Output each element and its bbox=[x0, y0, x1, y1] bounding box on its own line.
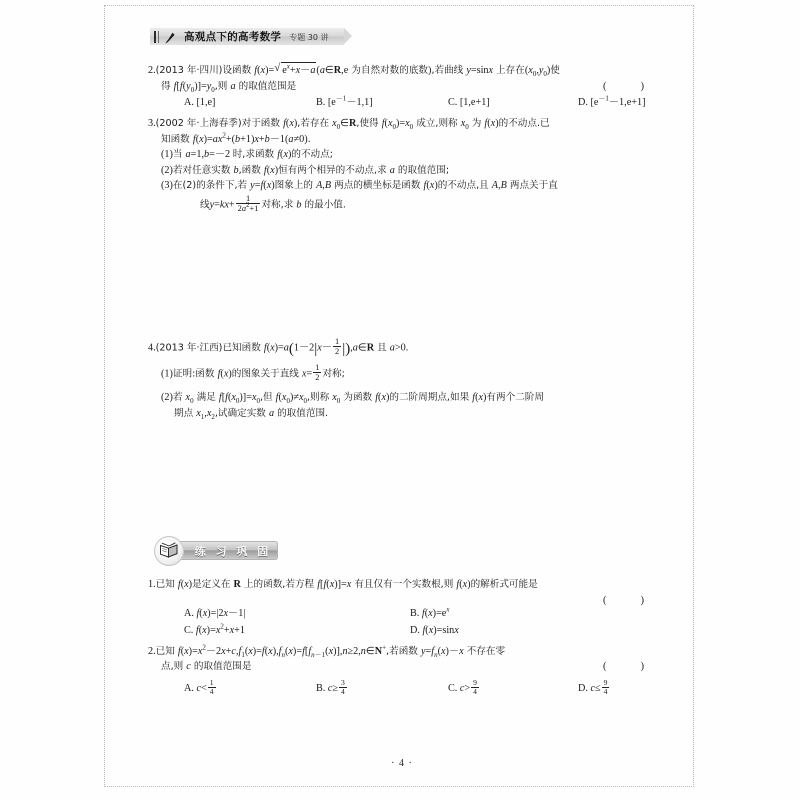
content-area bbox=[148, 28, 656, 768]
q2-option-a[interactable]: A. [1,e] bbox=[184, 97, 216, 108]
q2-sqrt: √ $e^x+x-a$ bbox=[274, 62, 316, 79]
q4-fraction-half-2: $\frac{1}{2}$ bbox=[315, 362, 320, 382]
p1-option-a[interactable]: A. f(x)=|2x－1| bbox=[184, 607, 246, 619]
q3-part-1: (1)当 a=1,b=－2 时,求函数 f(x)的不动点; bbox=[161, 149, 333, 160]
running-head-subtitle: 专题 30 讲 bbox=[289, 32, 329, 42]
q3-part-2: (2)若对任意实数 b,函数 f(x)恒有两个相异的不动点,求 a 的取值范围; bbox=[161, 164, 450, 176]
q4-line-1: 4.(2013 年·江西)已知函数 f(x)=a(1－2|x－ $\frac{1}{2}$ |),a∈R 且 a>0. bbox=[148, 336, 409, 357]
practice-problem-p2 bbox=[148, 644, 656, 701]
q3-fraction: $\frac{1}{2a^2+1}$ bbox=[237, 193, 259, 213]
q3-source: (2002 年·上海春季) bbox=[155, 118, 242, 129]
p2-answer-parens: ( ) bbox=[603, 661, 656, 673]
q2-answer-parens: ( ) bbox=[603, 80, 656, 92]
q4-part-2-line-1: (2)若 $x_0$ 满足 $f[f(x_0)]=x_0$,但 $f(x_0)\ne x_0$,则称 $x_0$ 为函数 f(x)的二阶周期点,如果 f(x)有两个二阶周 bbox=[161, 392, 544, 406]
q2-source: (2013 年·四川) bbox=[155, 65, 223, 76]
q2-line-2: 得 $f[f(y_0)]=y_0$,则 a 的取值范围是 ( ) bbox=[161, 80, 656, 94]
practice-section-header bbox=[148, 539, 656, 565]
p1-option-c[interactable]: C. $f(x)=x^2+x+1$ bbox=[184, 622, 245, 636]
p1-option-b[interactable]: B. $f(x)=e^x$ bbox=[410, 605, 450, 619]
q2-option-c[interactable]: C. [1,e+1] bbox=[448, 97, 490, 108]
p1-answer-parens: ( ) bbox=[603, 594, 656, 606]
q2-option-d[interactable]: D. $[e^{-1}-1,e+1]$ bbox=[578, 94, 646, 108]
running-head-bars-icon bbox=[154, 31, 159, 43]
practice-problem-p1 bbox=[148, 577, 656, 640]
p1-number: 1. bbox=[148, 579, 156, 591]
brush-pen-icon bbox=[165, 31, 176, 43]
p2-option-c[interactable]: C. c> $\frac{9}{4}$ bbox=[448, 677, 477, 696]
q3-line-1: 3.(2002 年·上海春季)对于函数 f(x),若存在 $x_0\in R$,使得 $f(x_0)=x_0$ 成立,则称 $x_0$ 为 f(x)的不动点.已 bbox=[148, 118, 550, 132]
problem-q3 bbox=[148, 116, 656, 215]
p2-option-b[interactable]: B. c≥ $\frac{3}{4}$ bbox=[316, 677, 345, 696]
q4-source: (2013 年·江西) bbox=[155, 342, 223, 354]
q3-part-3-line-2: 线y=kx+ $\frac{1}{2a^2+1}$ 对称,求 b 的最小值. bbox=[200, 193, 346, 213]
p1-options-row-1 bbox=[148, 606, 656, 623]
q3-part-3-line-1: (3)在(2)的条件下,若 y=f(x)图象上的 A,B 两点的横坐标是函数 f(x)的不动点,且 A,B 两点关于直 bbox=[161, 180, 558, 191]
running-head-title: 高观点下的高考数学 bbox=[184, 30, 282, 43]
p1-line-1: 1.已知 f(x)是定义在 R 上的函数,若方程 f[f(x)]=x 有且仅有一个实数根,则 f(x)的解析式可能是 bbox=[148, 579, 538, 591]
q2-options bbox=[148, 95, 656, 110]
q4-fraction-half: $\frac{1}{2}$ bbox=[335, 336, 340, 356]
q4-number: 4. bbox=[148, 342, 156, 354]
q4-part-1: (1)证明:函数 f(x)的图象关于直线 x= $\frac{1}{2}$ 对称; bbox=[161, 362, 345, 382]
q2-line-1: 2.(2013 年·四川)设函数 f(x)= √ $e^x+x-a(a\in R,e$ 为自然对数的底数),若曲线 y=sinx 上存在$(x_0,y_0)$使 bbox=[148, 62, 656, 79]
p1-options-row-2 bbox=[148, 623, 656, 640]
q4-part-2-line-2: 期点 $x_1,x_2$,试确定实数 a 的取值范围. bbox=[174, 407, 329, 421]
p1-answer-row bbox=[148, 593, 656, 606]
problem-q4 bbox=[148, 337, 656, 421]
p1-option-d[interactable]: D. f(x)=sinx bbox=[410, 624, 459, 636]
q2-number: 2. bbox=[148, 65, 156, 76]
p2-option-d[interactable]: D. c≤ $\frac{9}{4}$ bbox=[578, 677, 608, 696]
p2-number: 2. bbox=[148, 645, 156, 657]
q3-line-2: 知函数 $f(x)=ax^2+(b+1)x+b-1(a\ne 0)$. bbox=[161, 131, 311, 145]
page-number: · 4 · bbox=[391, 758, 413, 769]
q2-option-b[interactable]: B. $[e^{-1}-1,1]$ bbox=[316, 94, 373, 108]
practice-banner-text: 练 习 巩 固 bbox=[194, 545, 272, 559]
running-head-banner bbox=[150, 28, 344, 45]
p2-option-a[interactable]: A. c< $\frac{1}{4}$ bbox=[184, 677, 214, 696]
q3-number: 3. bbox=[148, 118, 156, 129]
p2-options bbox=[148, 679, 656, 701]
p2-line-1: 2.已知 $f(x)=x^2-2x+c,f_1(x)=f(x),f_n(x)=f[f_{n-1}(x)],n\ge 2,n\in N^+$,若函数 $y=f_n(x)-x$ 不存在零 bbox=[148, 643, 506, 659]
problem-q2 bbox=[148, 62, 656, 110]
p2-line-2: 点,则 c 的取值范围是 ( ) bbox=[148, 659, 656, 675]
open-book-icon bbox=[159, 541, 179, 564]
